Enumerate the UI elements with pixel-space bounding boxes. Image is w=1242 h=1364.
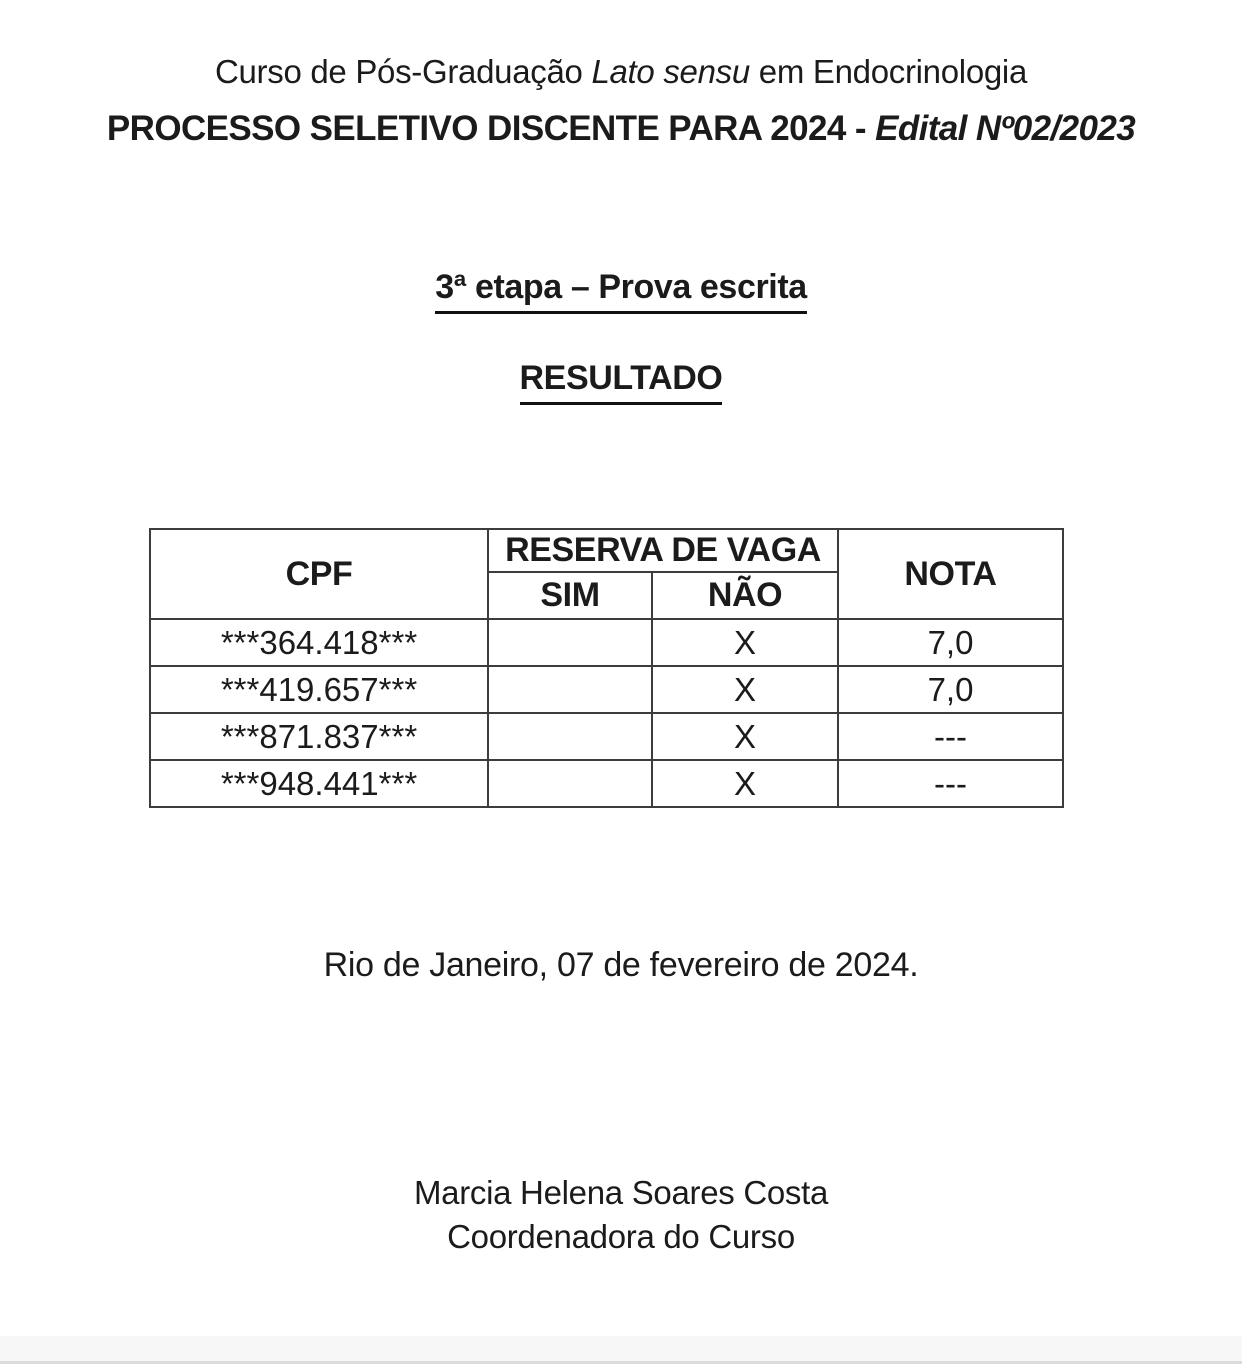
- reserva-sim-cell: [488, 619, 652, 666]
- page-bottom-band: [0, 1336, 1242, 1364]
- col-header-nao: NÃO: [652, 572, 838, 619]
- cpf-cell: ***364.418***: [150, 619, 488, 666]
- reserva-sim-cell: [488, 713, 652, 760]
- date-line: Rio de Janeiro, 07 de fevereiro de 2024.: [323, 946, 919, 984]
- results-table: [149, 528, 1064, 808]
- reserva-sim-cell: [488, 666, 652, 713]
- signature-role: Coordenadora do Curso: [447, 1218, 795, 1255]
- nota-cell: ---: [838, 760, 1063, 807]
- reserva-nao-cell: X: [652, 760, 838, 807]
- process-title: [0, 108, 1242, 150]
- table-row: [150, 760, 1063, 807]
- nota-cell: 7,0: [838, 666, 1063, 713]
- course-title: [0, 0, 1242, 92]
- table-row: [150, 713, 1063, 760]
- process-title-edital: Edital Nº02/2023: [875, 109, 1136, 148]
- cpf-cell: ***419.657***: [150, 666, 488, 713]
- course-title-latin-term: Lato sensu: [591, 53, 750, 90]
- col-header-sim: SIM: [488, 572, 652, 619]
- signature-block: [0, 1171, 1242, 1259]
- table-row: [150, 619, 1063, 666]
- stage-heading: [0, 268, 1242, 307]
- cpf-cell: ***948.441***: [150, 760, 488, 807]
- nota-cell: ---: [838, 713, 1063, 760]
- result-heading-text: RESULTADO: [520, 359, 723, 405]
- reserva-nao-cell: X: [652, 619, 838, 666]
- signature-name: Marcia Helena Soares Costa: [413, 1174, 829, 1211]
- reserva-nao-cell: X: [652, 666, 838, 713]
- reserva-sim-cell: [488, 760, 652, 807]
- table-row: [150, 666, 1063, 713]
- course-title-prefix: Curso de Pós-Graduação: [214, 53, 592, 90]
- nota-cell: 7,0: [838, 619, 1063, 666]
- reserva-nao-cell: X: [652, 713, 838, 760]
- cpf-cell: ***871.837***: [150, 713, 488, 760]
- stage-heading-text: 3ª etapa – Prova escrita: [435, 268, 807, 314]
- col-header-cpf: CPF: [150, 529, 488, 619]
- process-title-main: PROCESSO SELETIVO DISCENTE PARA 2024 -: [106, 109, 876, 148]
- table-header-row-top: [150, 529, 1063, 572]
- course-title-suffix: em Endocrinologia: [749, 53, 1028, 90]
- col-header-nota: NOTA: [838, 529, 1063, 619]
- result-heading: [0, 359, 1242, 398]
- col-header-reserva-de-vaga: RESERVA DE VAGA: [488, 529, 838, 572]
